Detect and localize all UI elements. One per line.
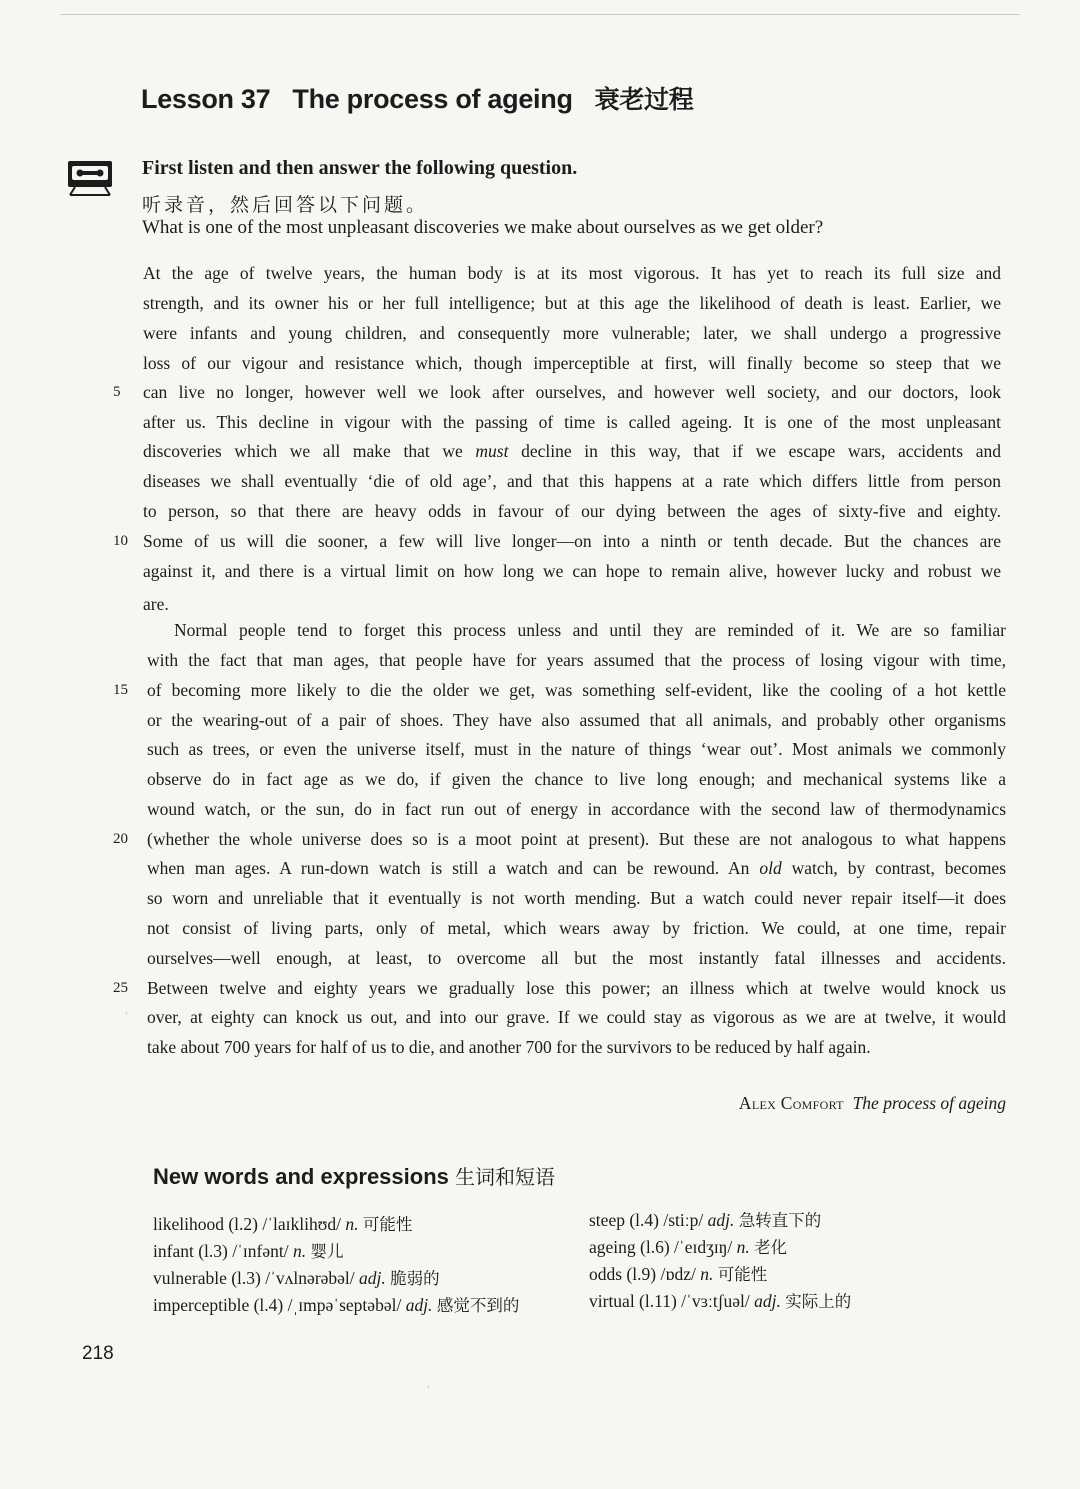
passage-line: were infants and young children, and consequently more vulnerable; later, we shall undergo a progressive — [143, 323, 1001, 343]
cassette-icon — [67, 160, 113, 196]
passage-line: take about 700 years for half of us to die, and another 700 for the survivors to be reduced by half again. — [147, 1037, 871, 1057]
vocab-entry — [153, 1238, 343, 1262]
vocab-word: ageing (l.6) /ˈeɪdʒɪŋ/ — [589, 1237, 733, 1257]
passage-line: diseases we shall eventually ‘die of old age’, and that this happens at a rate which differs little from person — [143, 471, 1001, 491]
vocab-word: odds (l.9) /ɒdz/ — [589, 1264, 696, 1284]
passage-line: strength, and its owner his or her full intelligence; but at this age the likelihood of death is least. Earlier, we — [143, 293, 1001, 313]
vocab-entry — [589, 1207, 821, 1231]
question-instruction-en: First listen and then answer the following question. — [142, 157, 578, 179]
passage-line: with the fact that man ages, that people have for years assumed that the process of losing vigour with time, — [147, 650, 1006, 670]
vocab-pos: adj. — [359, 1268, 386, 1288]
passage-line: when man ages. A run-down watch is still a watch and can be rewound. An old watch, by contrast, becomes — [147, 858, 1007, 878]
work-title: The process of ageing — [852, 1093, 1006, 1113]
vocab-meaning: 可能性 — [362, 1215, 413, 1234]
vocab-meaning: 急转直下的 — [738, 1211, 822, 1230]
attribution — [739, 1093, 1006, 1114]
top-rule — [60, 14, 1020, 15]
passage-line: can live no longer, however well we look after ourselves, and however well society, and our doctors, look — [143, 382, 1001, 402]
vocab-pos: adj. — [707, 1210, 735, 1230]
vocab-meaning: 感觉不到的 — [436, 1296, 520, 1315]
passage-line: wound watch, or the sun, do in fact run out of energy in accordance with the second law of thermodynamics — [147, 799, 1006, 819]
lesson-name-zh: 衰老过程 — [594, 85, 694, 114]
lesson-number: Lesson 37 — [141, 84, 271, 114]
vocab-pos: adj. — [754, 1291, 781, 1311]
line-number: 5 — [113, 384, 121, 400]
passage-line: after us. This decline in vigour with the passing of time is called ageing. It is one of the most unpleasant — [143, 412, 1001, 432]
passage-line: discoveries which we all make that we must decline in this way, that if we escape wars, accidents and — [143, 441, 1001, 461]
vocab-entry — [153, 1292, 519, 1316]
line-number: 10 — [113, 533, 128, 549]
vocab-entry — [153, 1211, 412, 1235]
vocab-meaning: 可能性 — [717, 1265, 768, 1284]
passage-line: ourselves—well enough, at least, to overcome all but the most instantly fatal illnesses and accidents. — [147, 948, 1006, 968]
passage-line: loss of our vigour and resistance which, though imperceptible at first, will finally become so steep that we — [143, 353, 1001, 373]
new-words-title: New words and expressions — [153, 1164, 449, 1189]
question-instruction-zh: 听录音，然后回答以下问题。 — [142, 194, 429, 216]
vocab-meaning: 实际上的 — [785, 1292, 852, 1311]
vocab-word: likelihood (l.2) /ˈlaɪklihʊd/ — [153, 1214, 341, 1234]
author-name: Alex Comfort — [738, 1093, 844, 1113]
line-number: 15 — [113, 682, 128, 698]
passage-line: so worn and unreliable that it eventually is not worth mending. But a watch could never repair itself—it does — [147, 888, 1006, 908]
vocab-meaning: 老化 — [754, 1238, 788, 1257]
vocab-entry — [153, 1265, 440, 1289]
passage-line: Some of us will die sooner, a few will live longer—on into a ninth or tenth decade. But the chances are — [143, 531, 1001, 551]
vocab-word: vulnerable (l.3) /ˈvʌlnərəbəl/ — [153, 1268, 355, 1288]
passage-line: are. — [143, 594, 169, 614]
scan-speck — [428, 1386, 429, 1388]
vocab-entry — [589, 1234, 787, 1258]
vocab-word: steep (l.4) /stiːp/ — [589, 1210, 704, 1230]
vocab-pos: adj. — [405, 1295, 433, 1315]
passage-line: such as trees, or even the universe itself, must in the nature of things ‘wear out’. Most animals we commonly — [147, 739, 1006, 759]
passage-line: observe do in fact age as we do, if given the chance to live long enough; and mechanical systems like a — [147, 769, 1006, 789]
vocab-pos: n. — [292, 1241, 307, 1261]
new-words-heading — [153, 1161, 555, 1190]
passage-line: to person, so that there are heavy odds in favour of our dying between the ages of sixty-five and eighty. — [143, 501, 1001, 521]
lesson-name: The process of ageing — [292, 84, 573, 114]
page-number: 218 — [82, 1343, 114, 1364]
new-words-title-zh: 生词和短语 — [455, 1165, 555, 1189]
passage-line: (whether the whole universe does so is a moot point at present). But these are not analogous to what happens — [147, 829, 1006, 849]
vocab-word: infant (l.3) /ˈɪnfənt/ — [153, 1241, 289, 1261]
passage-line: over, at eighty can knock us out, and into our grave. If we could stay as vigorous as we are at twelve, it would — [147, 1007, 1006, 1027]
vocab-entry — [589, 1288, 851, 1312]
passage-line: against it, and there is a virtual limit on how long we can hope to remain alive, however lucky and robust we — [143, 561, 1001, 581]
vocab-pos: n. — [700, 1264, 714, 1284]
vocab-word: imperceptible (l.4) /ˌɪmpəˈseptəbəl/ — [153, 1295, 402, 1315]
vocab-meaning: 婴儿 — [310, 1242, 344, 1261]
passage-line: not consist of living parts, only of metal, which wears away by friction. We could, at one time, repair — [147, 918, 1006, 938]
line-number: 20 — [113, 831, 128, 847]
line-number: 25 — [113, 980, 128, 996]
passage-line: Normal people tend to forget this process unless and until they are reminded of it. We are so familiar — [174, 620, 1006, 640]
vocab-pos: n. — [345, 1214, 359, 1234]
scan-speck — [126, 1012, 127, 1014]
passage-line: Between twelve and eighty years we gradually lose this power; an illness which at twelve would knock us — [147, 978, 1006, 998]
vocab-entry — [589, 1261, 767, 1285]
lesson-title — [141, 80, 693, 116]
emphasis-word: old — [759, 858, 782, 878]
vocab-pos: n. — [736, 1237, 750, 1257]
emphasis-word: must — [475, 441, 509, 461]
vocab-word: virtual (l.11) /ˈvɜːtʃuəl/ — [589, 1291, 750, 1311]
passage-line: At the age of twelve years, the human body is at its most vigorous. It has yet to reach its full size and — [143, 263, 1001, 283]
question-text: What is one of the most unpleasant discoveries we make about ourselves as we get older? — [142, 217, 824, 238]
passage-line: of becoming more likely to die the older we get, was something self-evident, like the cooling of a hot kettle — [147, 680, 1006, 700]
passage-line: or the wearing-out of a pair of shoes. They have also assumed that all animals, and probably other organisms — [147, 710, 1006, 730]
vocab-meaning: 脆弱的 — [390, 1269, 440, 1288]
